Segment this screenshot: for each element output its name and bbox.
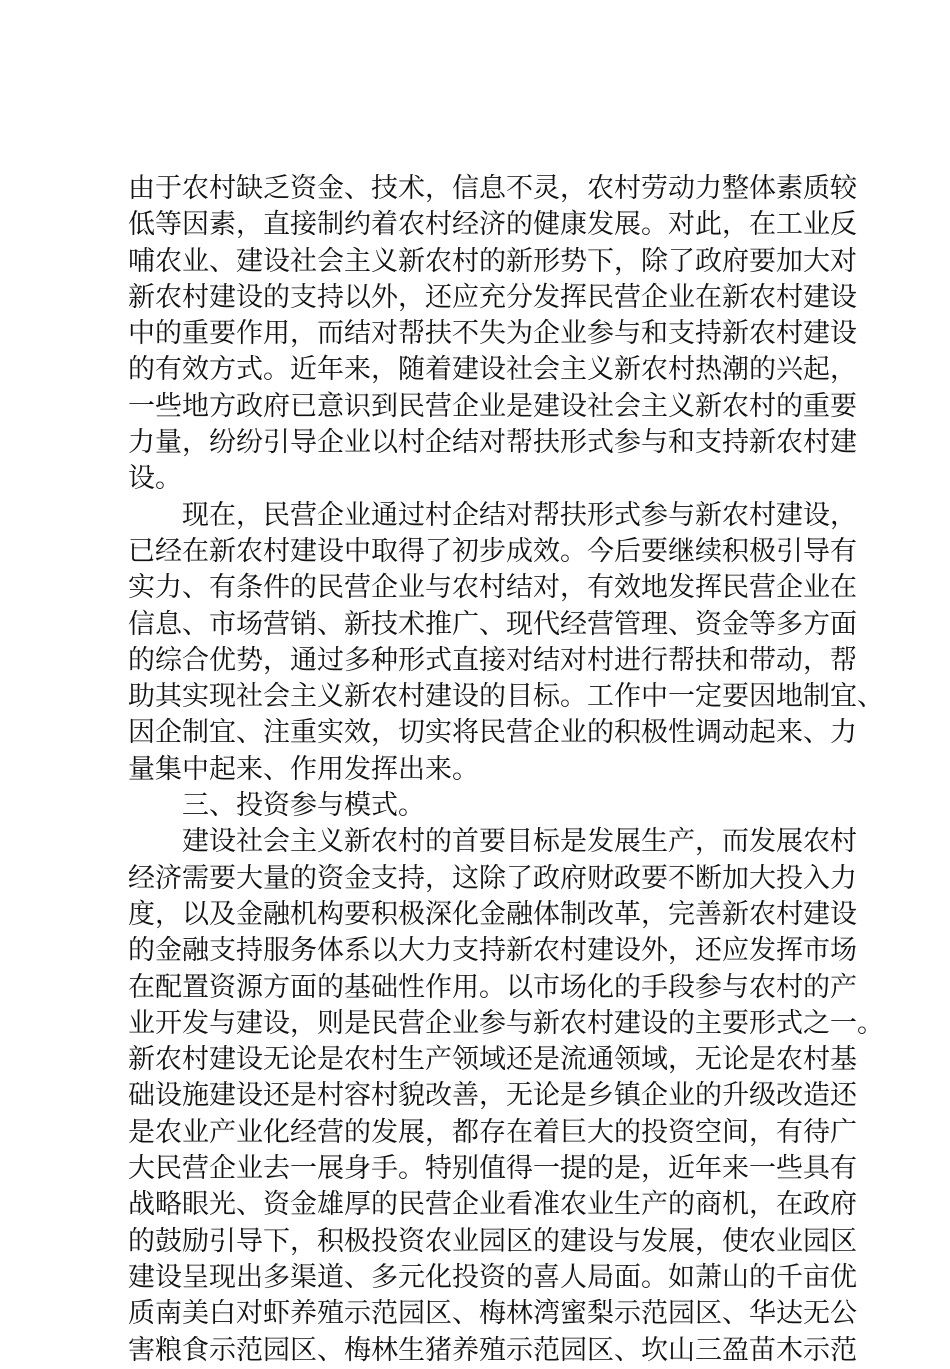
document-body	[128, 171, 884, 1369]
text-line: 经济需要大量的资金支持，这除了政府财政要不断加大投入力	[128, 862, 857, 894]
text-line: 由于农村缺乏资金、技术，信息不灵，农村劳动力整体素质较	[128, 173, 857, 204]
text-line: 实力、有条件的民营企业与农村结对，有效地发挥民营企业在	[128, 572, 857, 604]
text-line: 战略眼光、资金雄厚的民营企业看准农业生产的商机，在政府	[128, 1189, 857, 1221]
text-line: 助其实现社会主义新农村建设的目标。工作中一定要因地制宜、	[128, 681, 884, 713]
text-line: 大民营企业去一展身手。特别值得一提的是，近年来一些具有	[128, 1153, 857, 1185]
text-line: 的有效方式。近年来，随着建设社会主义新农村热潮的兴起，	[128, 354, 857, 386]
text-line: 在配置资源方面的基础性作用。以市场化的手段参与农村的产	[128, 971, 857, 1003]
text-line: 设。	[128, 463, 182, 495]
paragraph	[128, 788, 838, 824]
text-line: 低等因素，直接制约着农村经济的健康发展。对此，在工业反	[128, 209, 857, 241]
text-line: 的金融支持服务体系以大力支持新农村建设外，还应发挥市场	[128, 935, 857, 967]
text-line: 哺农业、建设社会主义新农村的新形势下，除了政府要加大对	[128, 245, 857, 277]
text-line: 建设呈现出多渠道、多元化投资的喜人局面。如萧山的千亩优	[128, 1261, 857, 1293]
text-line: 一些地方政府已意识到民营企业是建设社会主义新农村的重要	[128, 390, 857, 422]
text-line: 三、投资参与模式。	[182, 790, 425, 822]
text-line: 新农村建设的支持以外，还应充分发挥民营企业在新农村建设	[128, 281, 857, 313]
text-line: 质南美白对虾养殖示范园区、梅林湾蜜梨示范园区、华达无公	[128, 1298, 857, 1330]
text-line: 中的重要作用，而结对帮扶不失为企业参与和支持新农村建设	[128, 318, 857, 350]
text-line: 力量，纷纷引导企业以村企结对帮扶形式参与和支持新农村建	[128, 427, 857, 459]
text-line: 的鼓励引导下，积极投资农业园区的建设与发展，使农业园区	[128, 1225, 857, 1257]
paragraph	[128, 824, 884, 1368]
text-line: 现在，民营企业通过村企结对帮扶形式参与新农村建设，	[182, 499, 857, 531]
text-line: 因企制宜、注重实效，切实将民营企业的积极性调动起来、力	[128, 717, 857, 749]
text-line: 害粮食示范园区、梅林生猪养殖示范园区、坎山三盈苗木示范	[128, 1334, 857, 1366]
paragraph	[128, 498, 884, 788]
text-line: 度，以及金融机构要积极深化金融体制改革，完善新农村建设	[128, 898, 857, 930]
text-line: 新农村建设无论是农村生产领域还是流通领域，无论是农村基	[128, 1044, 857, 1076]
text-line: 建设社会主义新农村的首要目标是发展生产，而发展农村	[182, 826, 857, 858]
text-line: 的综合优势，通过多种形式直接对结对村进行帮扶和带动，帮	[128, 644, 857, 676]
text-line: 是农业产业化经营的发展，都存在着巨大的投资空间，有待广	[128, 1116, 857, 1148]
text-line: 已经在新农村建设中取得了初步成效。今后要继续积极引导有	[128, 535, 857, 567]
text-line: 业开发与建设，则是民营企业参与新农村建设的主要形式之一。	[128, 1007, 884, 1039]
text-line: 量集中起来、作用发挥出来。	[128, 753, 479, 785]
text-line: 信息、市场营销、新技术推广、现代经营管理、资金等多方面	[128, 608, 857, 640]
text-line: 础设施建设还是村容村貌改善，无论是乡镇企业的升级改造还	[128, 1080, 857, 1112]
paragraph	[128, 171, 857, 498]
